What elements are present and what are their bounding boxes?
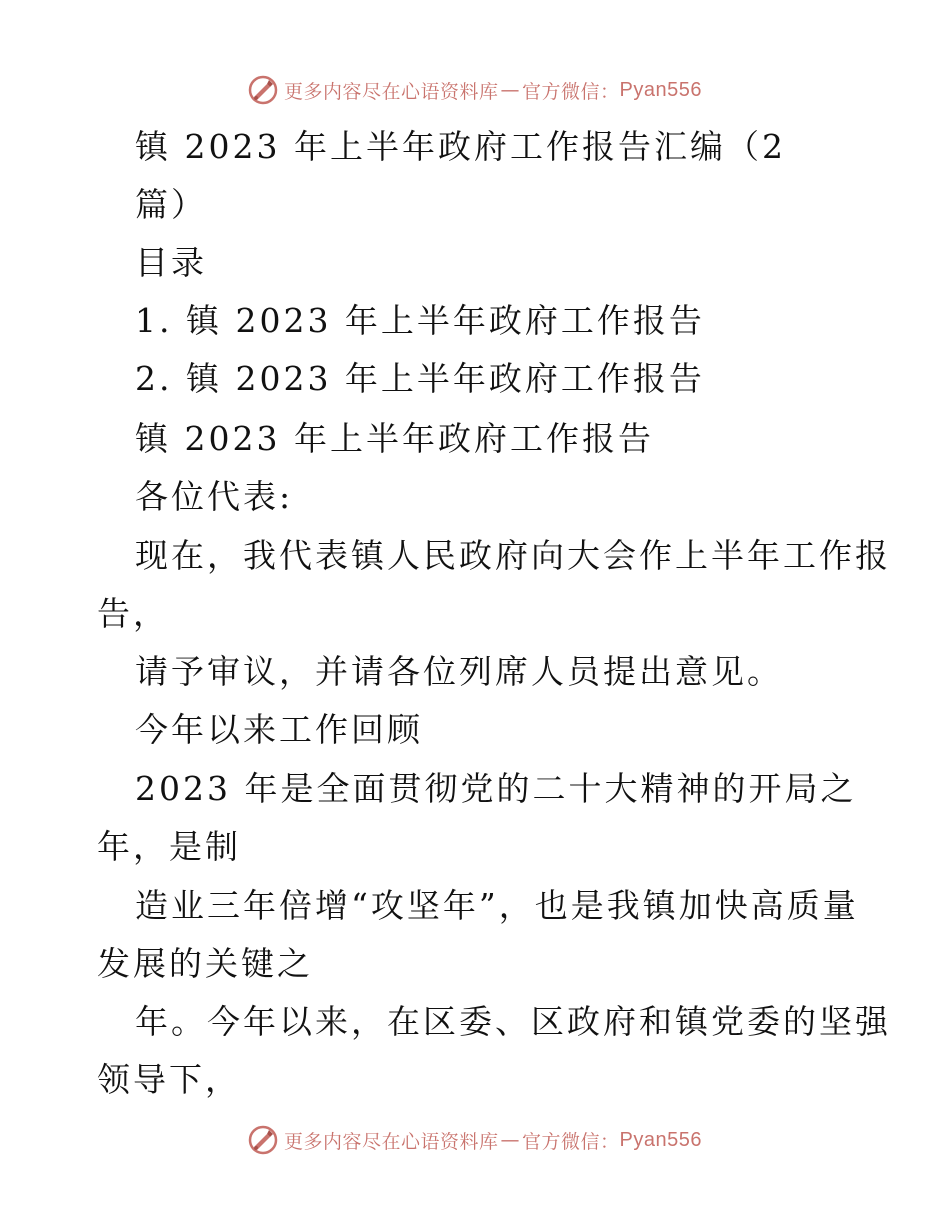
watermark-dash: — bbox=[500, 1129, 521, 1151]
toc-heading: 目录 bbox=[135, 243, 207, 282]
paragraph-line: 现在，我代表镇人民政府向大会作上半年工作报 bbox=[135, 536, 891, 575]
toc-item: 2. 镇 2023 年上半年政府工作报告 bbox=[135, 359, 705, 398]
paragraph-line: 告， bbox=[97, 594, 169, 633]
paragraph-line: 年。今年以来，在区委、区政府和镇党委的坚强 bbox=[135, 1002, 891, 1041]
document-title-continued: 篇） bbox=[135, 185, 207, 224]
salutation: 各位代表: bbox=[135, 477, 294, 516]
watermark-footer bbox=[0, 1120, 950, 1160]
watermark-id: Pyan556 bbox=[619, 1128, 702, 1151]
subsection-heading: 今年以来工作回顾 bbox=[135, 710, 423, 749]
watermark-label: 官方微信： bbox=[522, 80, 620, 103]
paragraph-line: 发展的关键之 bbox=[97, 944, 313, 983]
watermark-text: 更多内容尽在心语资料库 bbox=[284, 1130, 499, 1153]
watermark-header bbox=[0, 70, 950, 110]
paragraph-line: 2023 年是全面贯彻党的二十大精神的开局之 bbox=[135, 769, 857, 808]
toc-item: 1. 镇 2023 年上半年政府工作报告 bbox=[135, 301, 705, 340]
document-title: 镇 2023 年上半年政府工作报告汇编（2 bbox=[135, 127, 786, 166]
paragraph-line: 请予审议，并请各位列席人员提出意见。 bbox=[135, 652, 783, 691]
watermark-label: 官方微信： bbox=[522, 1130, 620, 1153]
pen-logo-icon bbox=[248, 75, 278, 105]
paragraph-line: 领导下， bbox=[97, 1060, 241, 1099]
pen-logo-icon bbox=[248, 1125, 278, 1155]
paragraph-line: 造业三年倍增“攻坚年”，也是我镇加快高质量 bbox=[135, 886, 859, 925]
watermark-id: Pyan556 bbox=[619, 78, 702, 101]
watermark-dash: — bbox=[500, 79, 521, 101]
section-title: 镇 2023 年上半年政府工作报告 bbox=[135, 419, 654, 458]
watermark-text: 更多内容尽在心语资料库 bbox=[284, 80, 499, 103]
paragraph-line: 年，是制 bbox=[97, 827, 241, 866]
